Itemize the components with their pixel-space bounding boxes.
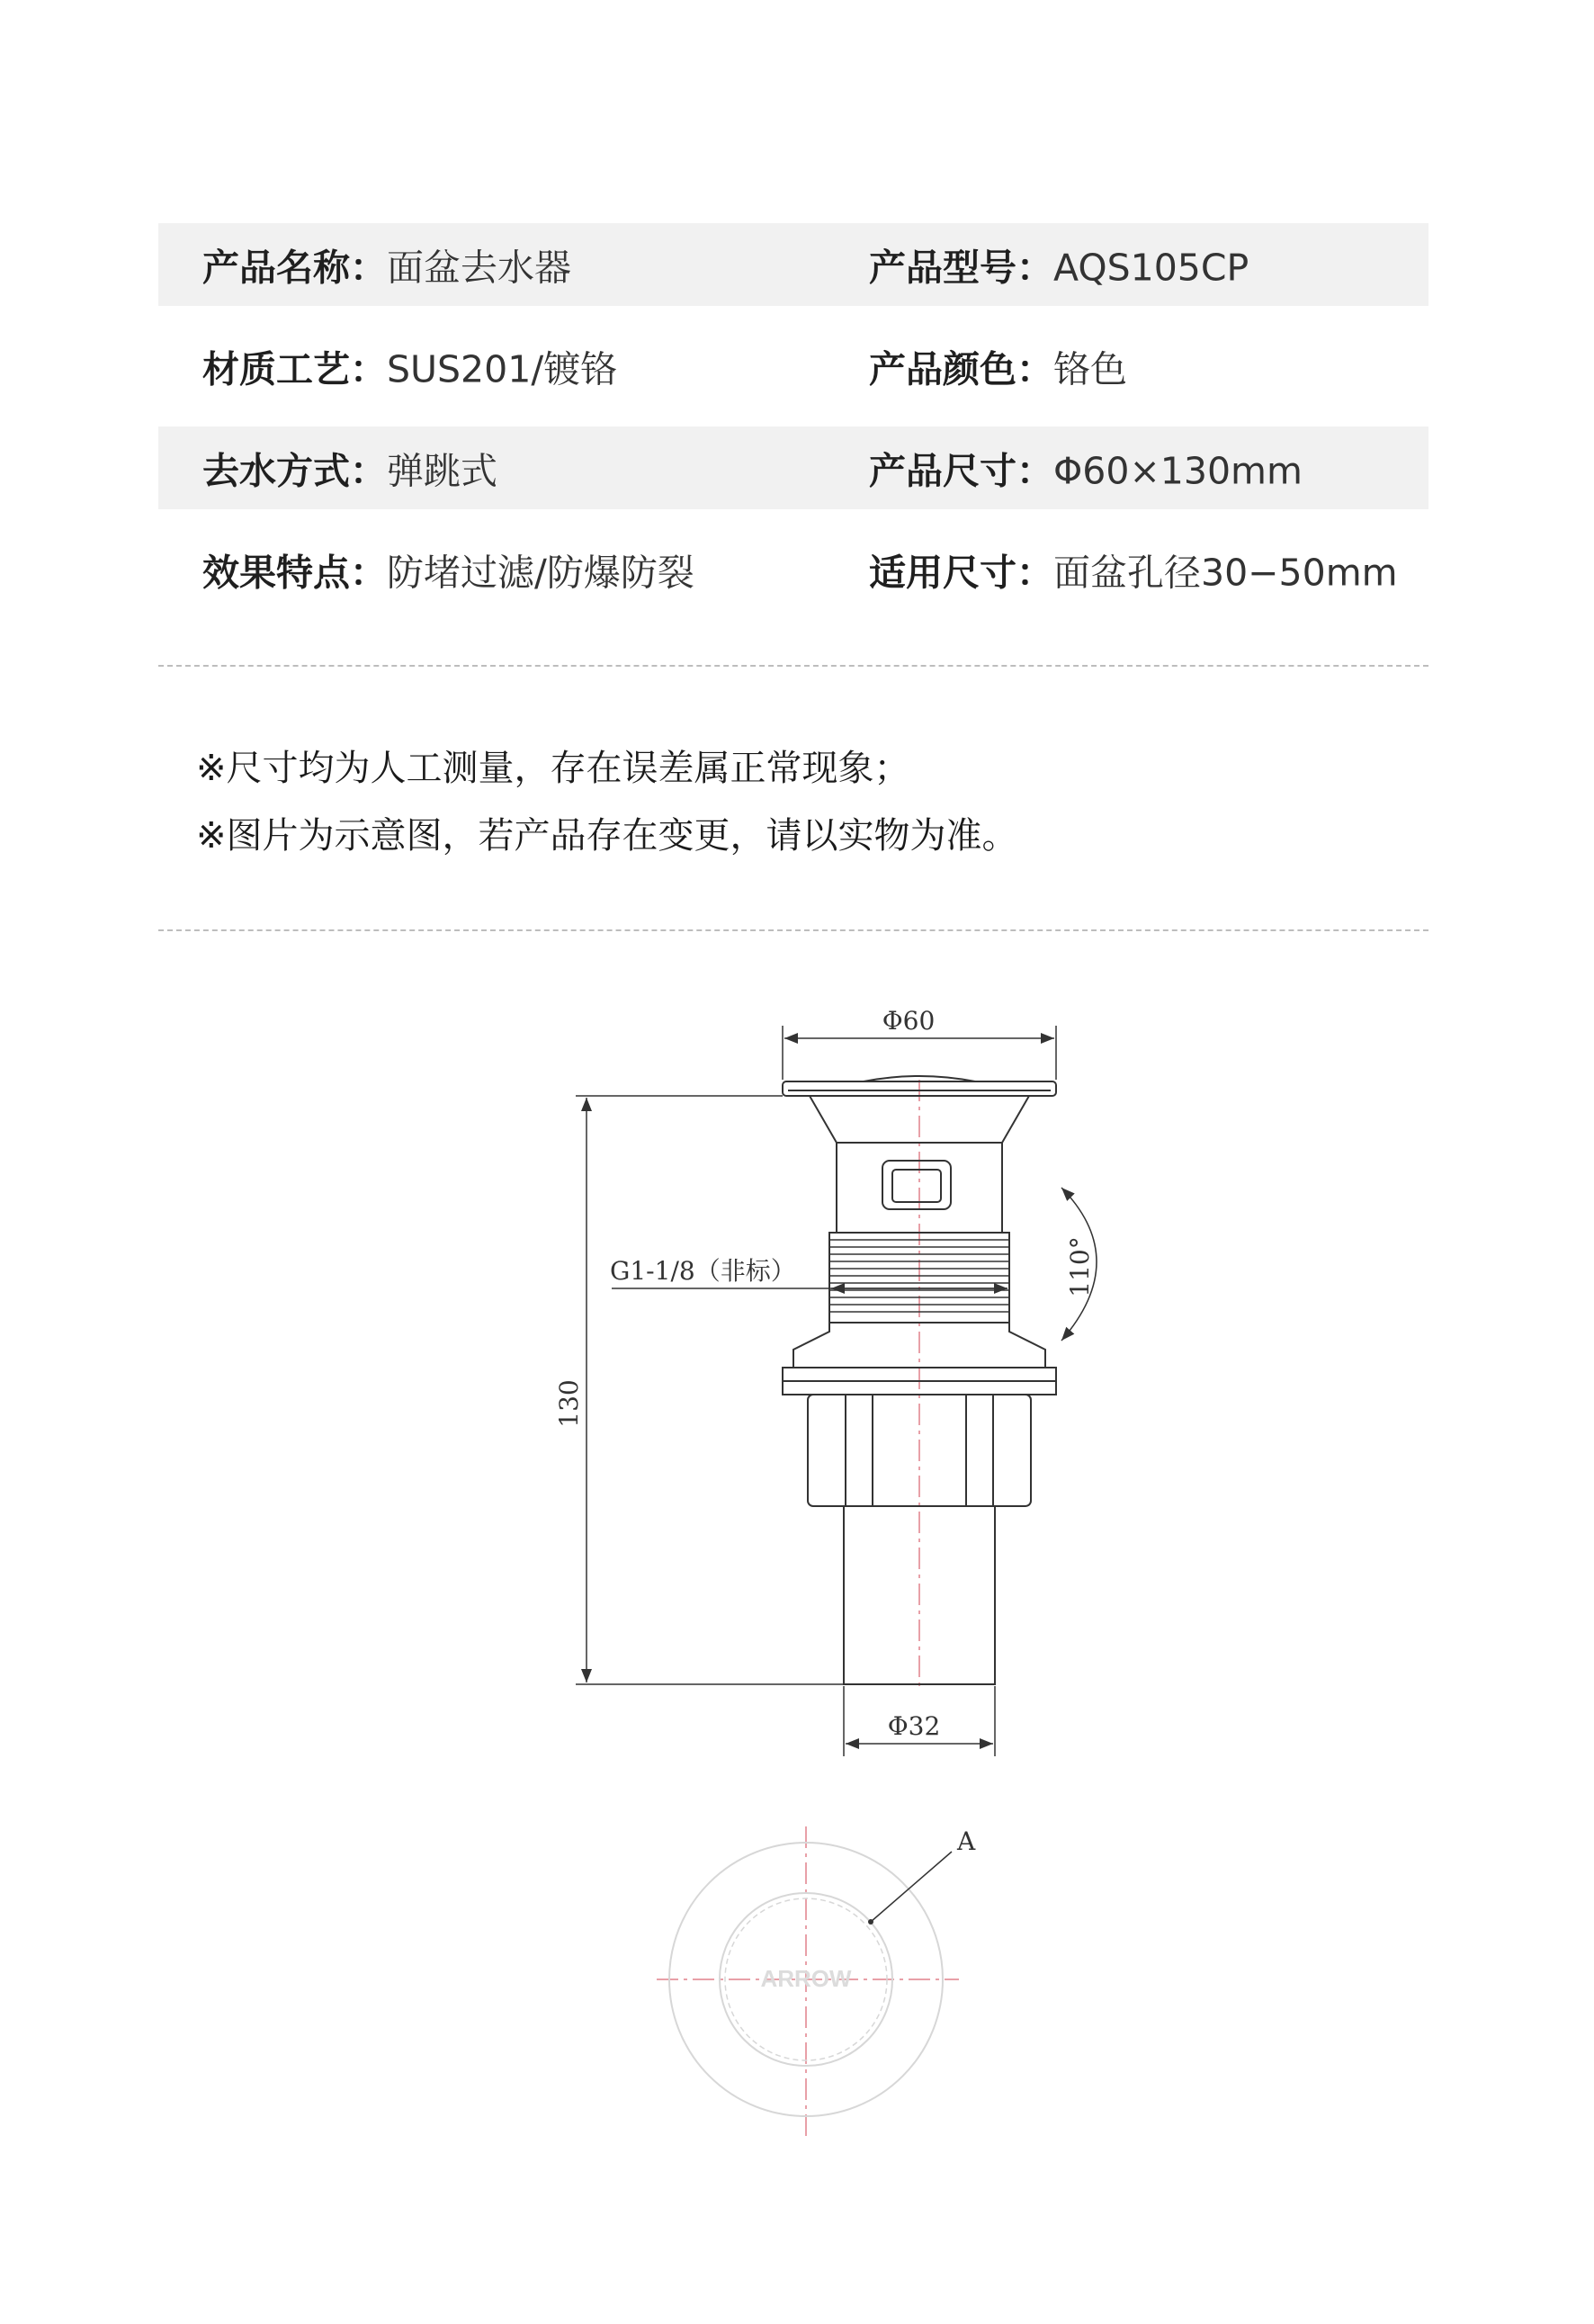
spec-label: 去水方式	[202, 449, 350, 493]
spec-label: 适用尺寸	[869, 551, 1016, 595]
spec-value: 面盆去水器	[387, 246, 571, 290]
dim-thread-label: G1-1/8（非标）	[610, 1256, 796, 1286]
spec-value: 弹跳式	[387, 449, 497, 493]
spec-label: 材质工艺	[202, 347, 350, 391]
spec-value: 面盆孔径30−50mm	[1053, 551, 1398, 595]
spec-value: Φ60×130mm	[1053, 449, 1303, 493]
spec-separator: ：	[1016, 551, 1053, 595]
spec-value: 铬色	[1053, 347, 1127, 391]
dim-height	[554, 1096, 844, 1684]
spec-label: 效果特点	[202, 551, 350, 595]
dim-bottom-label: Φ32	[887, 1711, 941, 1741]
drain-top-view	[657, 1826, 976, 2141]
dim-top	[783, 1006, 1056, 1080]
spec-label: 产品型号	[869, 246, 1016, 290]
dim-angle-label: 110°	[1065, 1236, 1095, 1297]
spec-separator: ：	[350, 347, 387, 391]
dim-top-label: Φ60	[882, 1006, 936, 1036]
spec-separator: ：	[1016, 246, 1053, 290]
spec-separator: ：	[350, 449, 387, 493]
spec-label: 产品颜色	[869, 347, 1016, 391]
dim-angle	[1061, 1188, 1097, 1341]
spec-value: SUS201/镀铬	[387, 347, 618, 391]
note-line: ※图片为示意图，若产品存在变更，请以实物为准。	[196, 815, 1018, 857]
spec-separator: ：	[350, 551, 387, 595]
logo-text: ARROW	[760, 1965, 852, 1992]
note-line: ※尺寸均为人工测量，存在误差属正常现象；	[196, 748, 910, 789]
spec-value: AQS105CP	[1053, 246, 1249, 290]
spec-separator: ：	[350, 246, 387, 290]
spec-separator: ：	[1016, 449, 1053, 493]
spec-label: 产品尺寸	[869, 449, 1016, 493]
callout-label: A	[957, 1826, 976, 1856]
spec-value: 防堵过滤/防爆防裂	[387, 551, 694, 595]
dim-bottom	[844, 1686, 995, 1756]
spec-label: 产品名称	[202, 246, 350, 290]
spec-separator: ：	[1016, 347, 1053, 391]
dim-height-label: 130	[554, 1379, 584, 1428]
